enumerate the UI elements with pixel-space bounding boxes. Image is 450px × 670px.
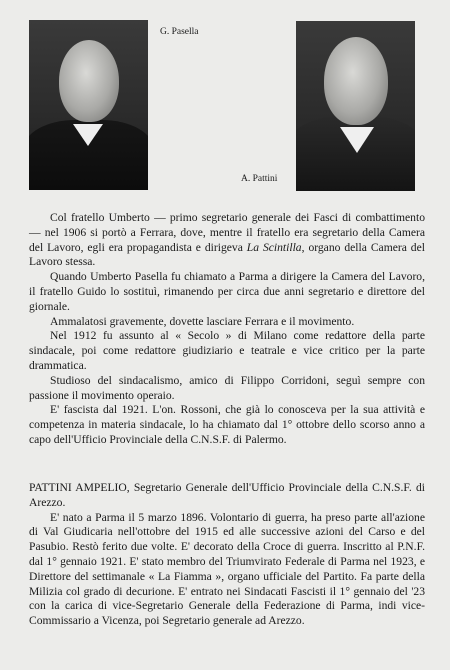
paragraph: Nel 1912 fu assunto al « Secolo » di Milano come redattore della parte sindacale, poi come redattore giudiziario e teatrale e vice critico per la parte drammatica. [29, 329, 425, 372]
portrait-photo-pasella [29, 20, 148, 190]
pattini-biography [29, 481, 425, 629]
photo-caption-pattini: A. Pattini [241, 174, 278, 184]
pasella-biography [29, 211, 425, 448]
portrait-head [324, 37, 388, 125]
paragraph: E' fascista dal 1921. L'on. Rossoni, che già lo conosceva per la sua attività e competenza in materia sindacale, lo ha chiamato dal 1° ottobre dello scorso anno a capo dell'Ufficio Provinciale della C.N.S.F. di Palermo. [29, 403, 425, 446]
paragraph: Studioso del sindacalismo, amico di Filippo Corridoni, seguì sempre con passione il movimento operaio. [29, 373, 425, 402]
paragraph-text: Col fratello Umberto — primo segretario generale dei Fasci di combattimento — nel 1906 si portò a Ferrara, dove, mentre il fratello era segretario della Camera del Lavoro, egli era propagandista e dirigeva [29, 211, 425, 254]
paragraph-text: , organo della Camera del Lavoro stessa. [29, 240, 425, 269]
person-name: PATTINI AMPELIO [29, 481, 127, 494]
person-title: , Segretario Generale dell'Ufficio Provinciale della C.N.S.F. di Arezzo. [29, 481, 425, 509]
paragraph [29, 481, 425, 511]
portrait-photo-pattini [296, 21, 415, 191]
paragraph: Ammalatosi gravemente, dovette lasciare Ferrara e il movimento. [50, 314, 355, 328]
paragraph: Quando Umberto Pasella fu chiamato a Parma a dirigere la Camera del Lavoro, il fratello Guido lo sostituì, rimanendo per circa due anni segretario e direttore del giornale. [29, 270, 425, 313]
paragraph: E' nato a Parma il 5 marzo 1896. Volontario di guerra, ha preso parte all'azione di Val Giudicaria nell'ottobre del 1915 ed alle successive azioni del Carso e del Pasubio. Restò ferito due volte. E' decorato della Croce di guerra. Inscritto al P.N.F. dal 1° gennaio 1921. E' stato membro del Triumvirato Federale di Parma nel 1923, e Direttore del settimanale « La Fiamma », organo ufficiale del Partito. Fa parte della Milizia col grado di decurione. E' entrato nei Sindacati Fascisti il 1° gennaio del '23 con la carica di vice-Segretario Generale della Federazione di Parma, indi vice-Commissario a Vicenza, poi Segretario generale ad Arezzo. [29, 510, 425, 628]
paragraph [29, 211, 425, 270]
portrait-head [59, 40, 119, 122]
newspaper-title: La Scintilla [246, 240, 302, 254]
photo-caption-pasella: G. Pasella [160, 27, 199, 37]
